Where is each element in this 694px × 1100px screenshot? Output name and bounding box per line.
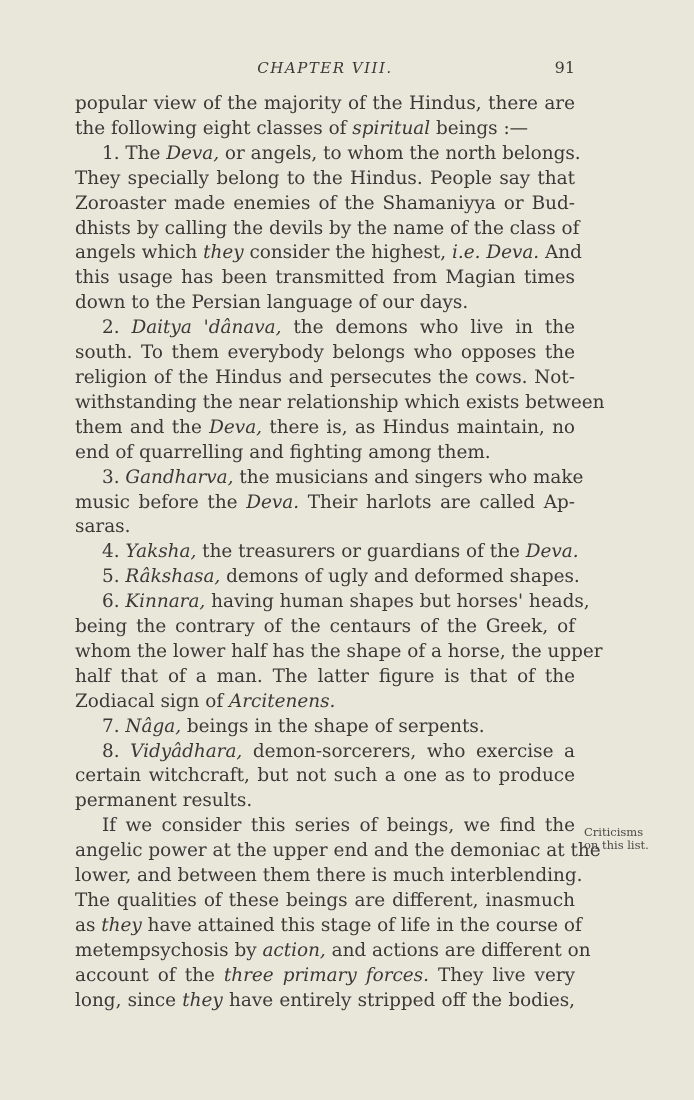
paragraph-kinnara [75, 590, 603, 715]
text-line: Zodiacal sign of Arcitenens. [75, 690, 336, 712]
paragraph-yaksha [75, 540, 579, 565]
text-line: 6. Kinnara, having human shapes but horses' heads, [102, 591, 590, 613]
text-line: half that of a man. The latter figure is that of the [75, 665, 575, 687]
text-line: music before the Deva. Their harlots are called Ap- [75, 491, 575, 513]
text-line: account of the three primary forces. They live very [75, 964, 576, 986]
text-line: popular view of the majority of the Hindus, there are [75, 93, 575, 114]
body-text [75, 92, 605, 1014]
margin-note [584, 826, 684, 852]
text-line: metempsychosis by action, and actions are different on [75, 939, 591, 961]
text-line: 5. Râkshasa, demons of ugly and deformed shapes. [102, 566, 580, 588]
text-line: being the contrary of the centaurs of the Greek, of [75, 616, 575, 638]
paragraph-deva [75, 142, 582, 316]
text-line: 4. Yaksha, the treasurers or guardians of the Deva. [102, 541, 579, 563]
text-line: south. To them everybody belongs who opposes the [75, 342, 575, 364]
text-line: 1. The Deva, or angels, to whom the north belongs. [102, 142, 581, 164]
running-head: CHAPTER VIII. [257, 59, 393, 77]
text-line: dhists by calling the devils by the name of the class of [75, 217, 580, 239]
page-header [75, 56, 575, 84]
text-line: end of quarrelling and fighting among them. [75, 441, 491, 463]
paragraph-intro [75, 92, 575, 142]
text-line: They specially belong to the Hindus. People say that [75, 167, 575, 189]
text-line: 2. Daitya 'dânava, the demons who live in the [102, 317, 575, 339]
paragraph-daitya [75, 316, 605, 465]
text-line: the following eight classes of spiritual beings :— [75, 117, 529, 139]
text-line: 3. Gandharva, the musicians and singers who make [102, 466, 584, 488]
paragraph-rakshasa [75, 565, 580, 590]
margin-note-line: on this list. [584, 838, 649, 852]
paragraph-criticism [75, 814, 601, 1013]
text-line: as they have attained this stage of life in the course of [75, 914, 582, 936]
text-line: this usage has been transmitted from Magian times [75, 267, 575, 289]
text-line: angelic power at the upper end and the demoniac at the [75, 840, 601, 862]
text-line: them and the Deva, there is, as Hindus maintain, no [75, 416, 575, 438]
text-line: long, since they have entirely stripped off the bodies, [75, 989, 575, 1011]
text-line: whom the lower half has the shape of a horse, the upper [75, 640, 603, 662]
text-line: Zoroaster made enemies of the Shamaniyya or Bud- [75, 192, 575, 214]
text-line: permanent results. [75, 790, 253, 812]
text-line: 8. Vidyâdhara, demon-sorcerers, who exercise a [102, 740, 575, 762]
text-line: down to the Persian language of our days. [75, 292, 469, 314]
paragraph-gandharva [75, 466, 584, 541]
text-line: religion of the Hindus and persecutes the cows. Not- [75, 366, 575, 388]
text-line: If we consider this series of beings, we find the [102, 815, 575, 837]
text-line: certain witchcraft, but not such a one as to produce [75, 765, 575, 787]
paragraph-vidyadhara [75, 740, 575, 815]
text-line: angels which they consider the highest, i.e. Deva. And [75, 242, 582, 264]
text-line: lower, and between them there is much interblending. [75, 865, 583, 887]
margin-note-line: Criticisms [584, 825, 644, 839]
text-line: The qualities of these beings are different, inasmuch [75, 890, 575, 911]
paragraph-naga [75, 715, 575, 740]
text-line: saras. [75, 516, 131, 538]
text-line: withstanding the near relationship which exists between [75, 391, 605, 413]
text-line: 7. Nâga, beings in the shape of serpents. [102, 715, 485, 737]
page-number: 91 [554, 58, 575, 77]
